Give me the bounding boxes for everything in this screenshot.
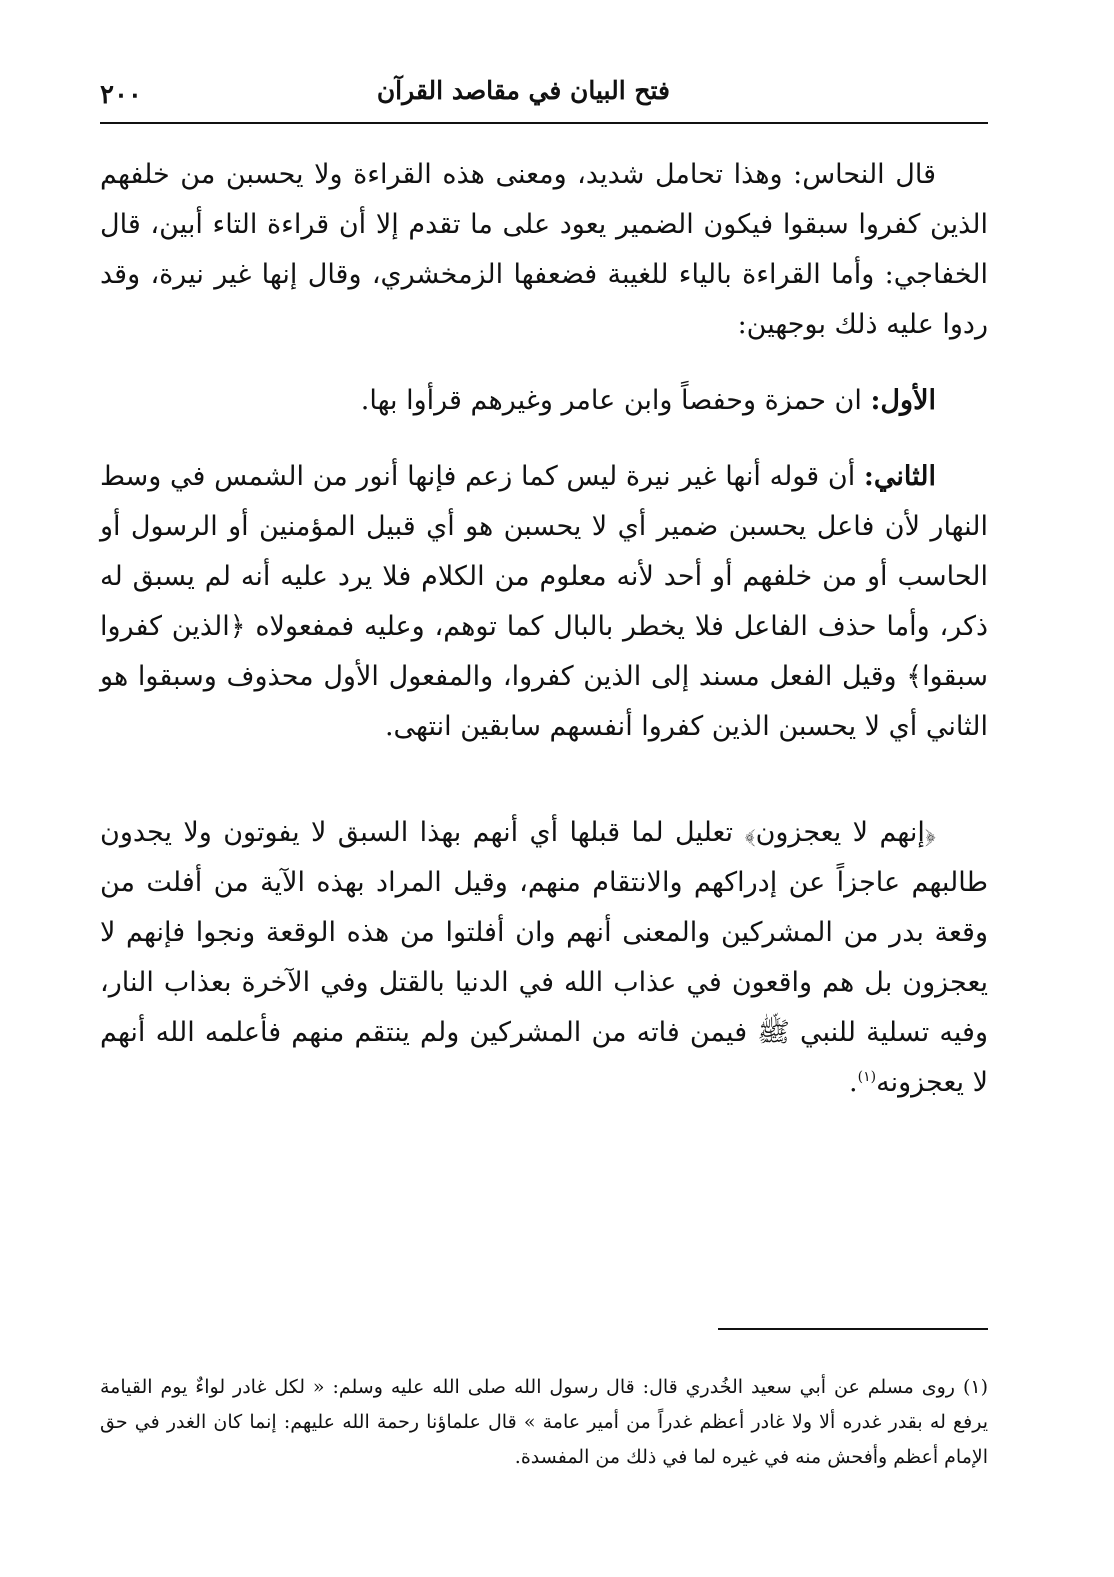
- spacer: [100, 350, 988, 376]
- footnote-item: [100, 1370, 988, 1475]
- footnote-separator: [718, 1328, 988, 1330]
- footnote-reference[interactable]: (١): [857, 1069, 877, 1085]
- footnote-number: (١): [962, 1376, 988, 1398]
- header-rule: [100, 122, 988, 124]
- main-text: [100, 150, 988, 1108]
- paragraph-first-reason: [100, 376, 988, 426]
- tafsir-end: .: [849, 1067, 858, 1098]
- paragraph-nahhas: قال النحاس: وهذا تحامل شديد، ومعنى هذه القراءة ولا يحسبن من خلفهم الذين كفروا سبقوا فيكون الضمير يعود على ما تقدم إلا أن قراءة التاء أبين، قال الخفاجي: وأما القراءة بالياء للغيبة فضعفها الزمخشري، وقال إنها غير نيرة، وقد ردوا عليه ذلك بوجهين:: [100, 159, 988, 340]
- spacer: [100, 426, 988, 452]
- running-title: فتح البيان في مقاصد القرآن: [376, 76, 670, 105]
- spacer: [100, 752, 988, 808]
- first-reason-text: ان حمزة وحفصاً وابن عامر وغيرهم قرأوا بها.: [360, 385, 871, 416]
- tafsir-text: ﴿إنهم لا يعجزون﴾ تعليل لما قبلها أي أنهم بهذا السبق لا يفوتون ولا يجدون طالبهم عاجزاً عن إدراكهم والانتقام منهم، وقيل المراد بهذه الآية من أفلت من وقعة بدر من المشركين والمعنى أنهم وان أفلتوا من هذه الوقعة ونجوا فإنهم لا يعجزون بل هم واقعون في عذاب الله في الدنيا بالقتل وفي الآخرة بعذاب النار، وفيه تسلية للنبي ﷺ فيمن فاته من المشركين ولم ينتقم منهم فأعلمه الله أنهم لا يعجزونه: [100, 817, 988, 1098]
- second-label: الثاني:: [863, 461, 936, 492]
- second-reason-text: أن قوله أنها غير نيرة ليس كما زعم فإنها أنور من الشمس في وسط النهار لأن فاعل يحسبن ضمير أي لا يحسبن هو أي قبيل المؤمنين أو الرسول أو الحاسب أو من خلفهم أو أحد لأنه معلوم من الكلام فلا يرد عليه أنه لم يسبق له ذكر، وأما حذف الفاعل فلا يخطر بالبال كما توهم، وعليه فمفعولاه ﴿الذين كفروا سبقوا﴾ وقيل الفعل مسند إلى الذين كفروا، والمفعول الأول محذوف وسبقوا هو الثاني أي لا يحسبن الذين كفروا أنفسهم سابقين انتهى.: [100, 461, 988, 742]
- paragraph-tafsir: [100, 808, 988, 1108]
- footnote-text: روى مسلم عن أبي سعيد الخُدري قال: قال رسول الله صلى الله عليه وسلم: « لكل غادر لواءٌ يوم القيامة يرفع له بقدر غدره ألا ولا غادر أعظم غدراً من أمير عامة » قال علماؤنا رحمة الله عليهم: إنما كان الغدر في حق الإمام أعظم وأفحش منه في غيره لما في ذلك من المفسدة.: [100, 1376, 988, 1468]
- first-label: الأول:: [870, 385, 936, 416]
- page-header: [100, 70, 988, 120]
- page-number: ٢٠٠: [100, 80, 142, 110]
- paragraph-second-reason: [100, 452, 988, 752]
- footnotes: [100, 1370, 988, 1475]
